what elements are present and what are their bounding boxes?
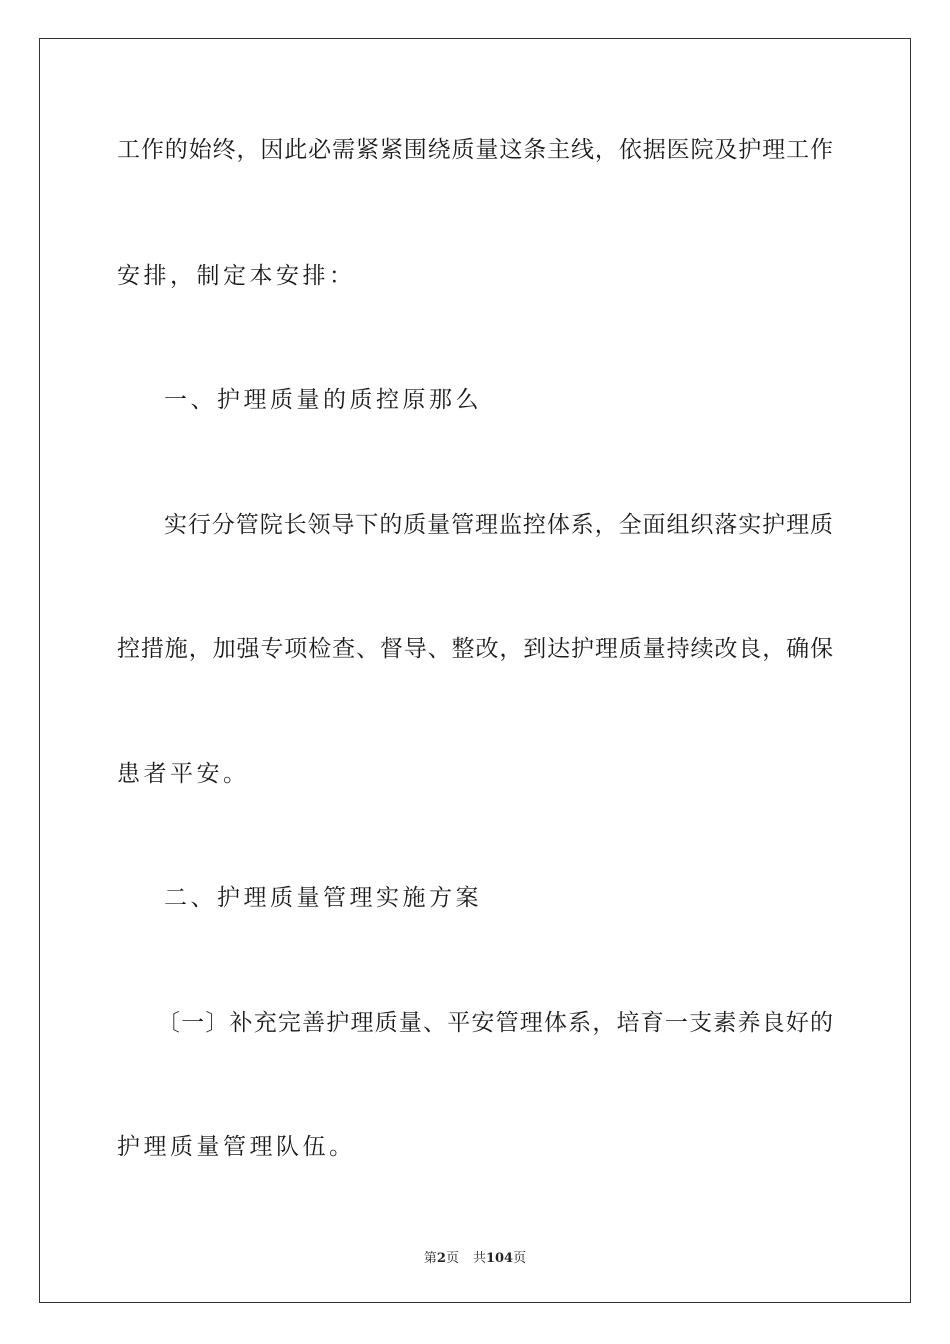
section-heading: 一、护理质量的质控原那么 — [164, 387, 482, 413]
footer-total-suffix: 页 — [513, 1251, 527, 1266]
body-text-line: 安排，制定本安排： — [117, 263, 356, 289]
body-text-line: 控措施，加强专项检查、督导、整改，到达护理质量持续改良，确保 — [117, 636, 833, 662]
footer-total-pages: 104 — [485, 1251, 514, 1266]
body-text-line: 患者平安。 — [117, 761, 250, 787]
section-heading: 二、护理质量管理实施方案 — [164, 885, 482, 911]
body-text-line: 工作的始终，因此必需紧紧围绕质量这条主线，依据医院及护理工作 — [117, 137, 833, 163]
page-footer — [0, 1247, 950, 1266]
footer-page-suffix: 页 — [445, 1251, 459, 1266]
footer-page-prefix: 第 — [423, 1251, 437, 1266]
page-border — [39, 38, 911, 1303]
body-text-line: 实行分管院长领导下的质量管理监控体系，全面组织落实护理质 — [164, 512, 833, 538]
footer-total-prefix: 共 — [472, 1251, 486, 1266]
body-text-line: 护理质量管理队伍。 — [117, 1134, 356, 1160]
footer-page-number: 2 — [436, 1251, 446, 1266]
subsection-heading: 〔一〕补充完善护理质量、平安管理体系，培育一支素养良好的 — [157, 1010, 833, 1036]
